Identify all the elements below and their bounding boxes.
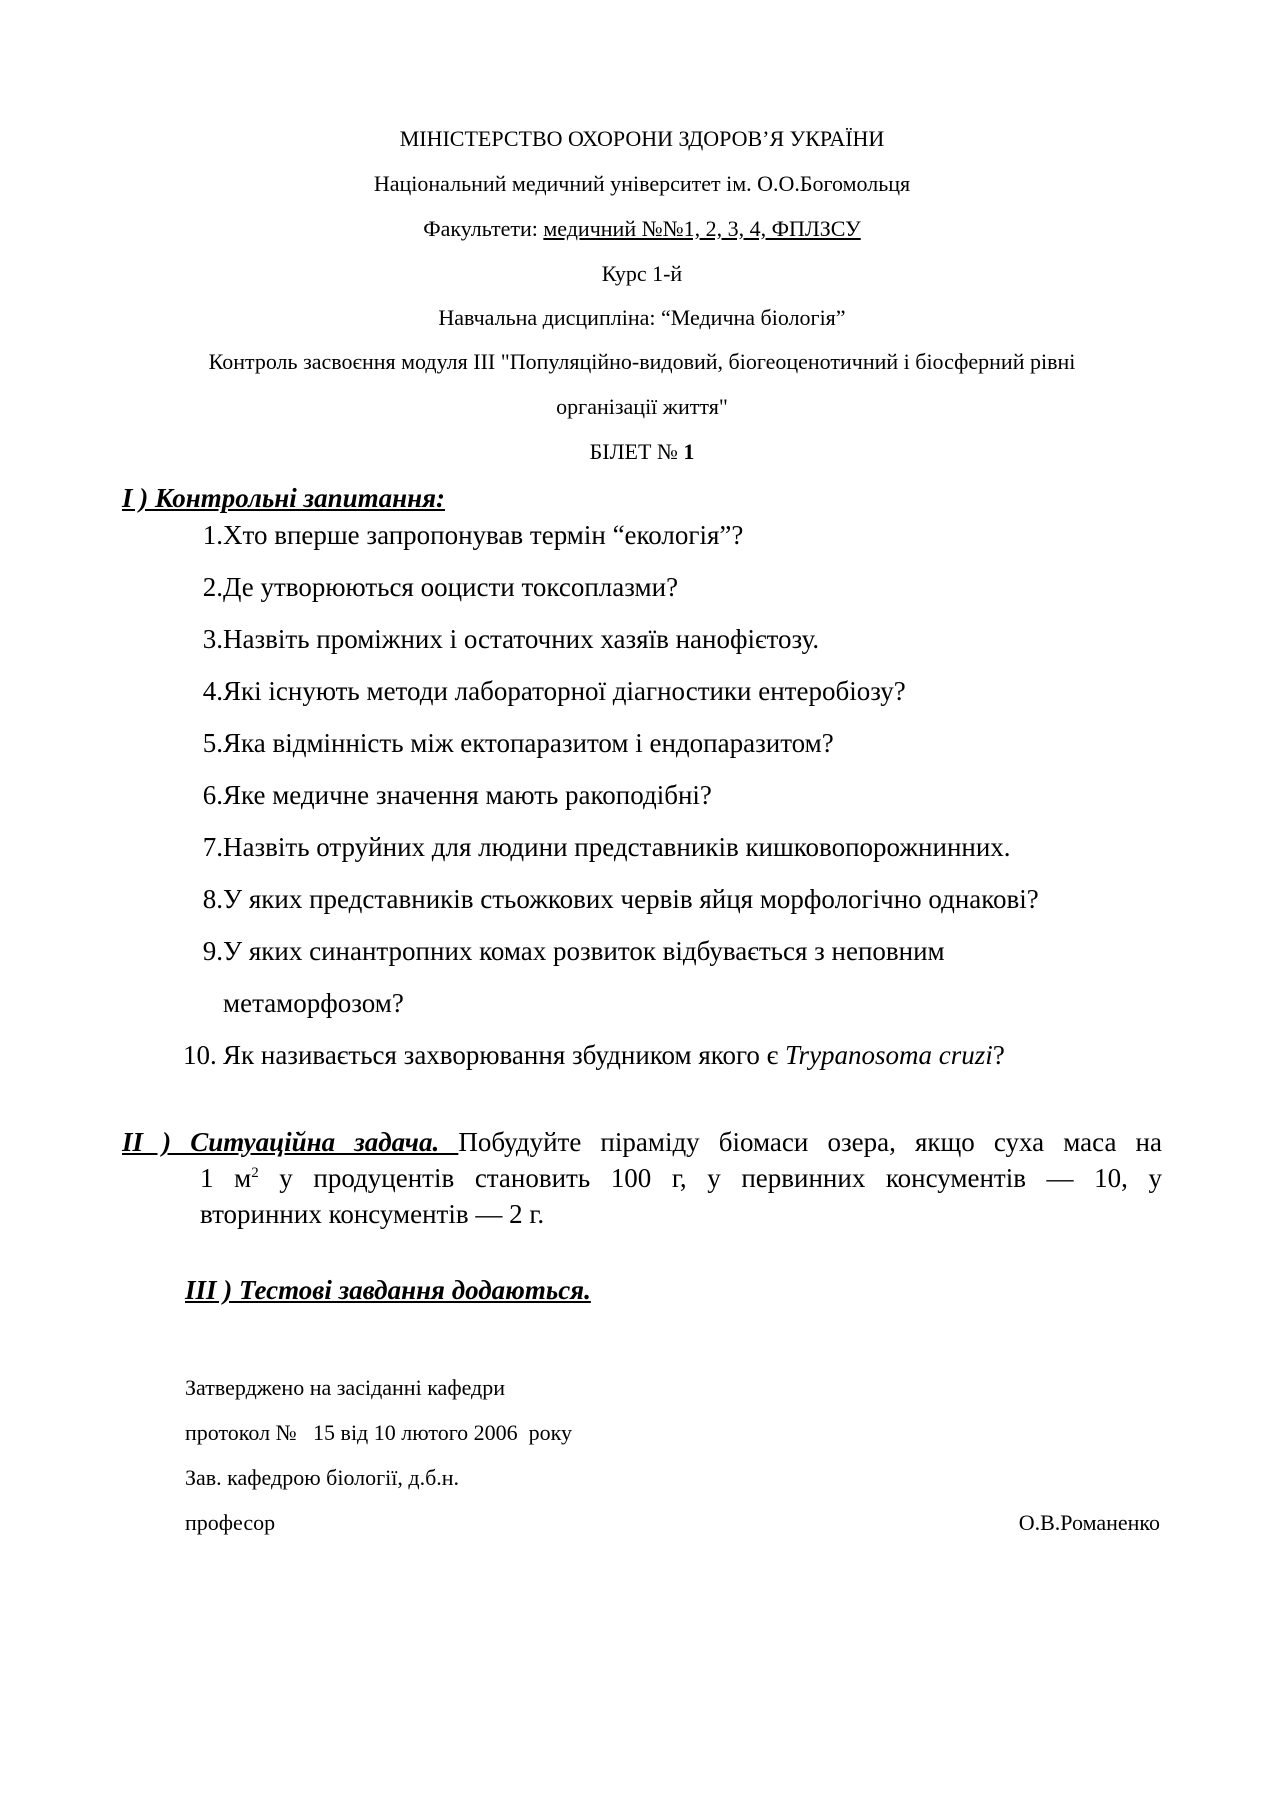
question-number: 10. bbox=[183, 1040, 217, 1070]
protocol-line: протокол № 15 від 10 лютого 2006 року bbox=[185, 1420, 573, 1445]
question-text: Які існують методи лабораторної діагностики ентеробіозу? bbox=[223, 676, 906, 706]
question-text: Назвіть проміжних і остаточних хазяїв нанофієтозу. bbox=[223, 624, 820, 654]
question-number: 7. bbox=[202, 832, 223, 862]
question-text: Назвіть отруйних для людини представників кишковопорожнинних. bbox=[223, 832, 1011, 862]
question-text: Яка відмінність між ектопаразитом і ендопаразитом? bbox=[223, 728, 834, 758]
discipline: Навчальна дисципліна: “Медична біологія” bbox=[438, 305, 846, 330]
section2-text2-pre: 1 м bbox=[200, 1163, 252, 1193]
signature-name: О.В.Романенко bbox=[1018, 1510, 1160, 1535]
question-item bbox=[183, 728, 834, 758]
question-item bbox=[183, 884, 1039, 914]
question-text: У яких представників стьожкових червів яйця морфологічно однакові? bbox=[223, 884, 1039, 914]
question-number: 8. bbox=[202, 884, 223, 914]
course: Курс 1-й bbox=[601, 261, 683, 286]
question-number: 6. bbox=[202, 780, 223, 810]
ticket-label: БІЛЕТ № bbox=[589, 439, 684, 464]
head-of-department: Зав. кафедрою біології, д.б.н. bbox=[185, 1465, 460, 1490]
question-item bbox=[183, 1040, 1005, 1070]
question-number: 1. bbox=[202, 520, 223, 550]
control-module-line1: Контроль засвоєння модуля ІІІ "Популяційно-видовий, біогеоценотичний і біосферний рівні bbox=[208, 349, 1076, 374]
faculties-line bbox=[120, 216, 1164, 242]
question-number: 4. bbox=[202, 676, 223, 706]
professor-title: професор bbox=[185, 1510, 276, 1535]
question-item bbox=[183, 780, 712, 810]
superscript: 2 bbox=[251, 1165, 259, 1181]
question-number: 3. bbox=[202, 624, 223, 654]
question-item bbox=[183, 936, 945, 966]
question-item bbox=[183, 624, 820, 654]
section2-text1: Побудуйте піраміду біомаси озера, якщо суха маса на bbox=[458, 1127, 1162, 1157]
question-text bbox=[223, 1040, 1005, 1070]
question-number: 5. bbox=[202, 728, 223, 758]
section2-title: ІІ ) Ситуаційна задача. bbox=[122, 1127, 459, 1157]
question-text: Де утворюються ооцисти токсоплазми? bbox=[223, 572, 679, 602]
ministry-title: МІНІСТЕРСТВО ОХОРОНИ ЗДОРОВ’Я УКРАЇНИ bbox=[399, 126, 885, 151]
university-name: Національний медичний університет ім. О.О.Богомольця bbox=[373, 171, 911, 196]
ticket-title bbox=[120, 439, 1164, 465]
question-item bbox=[183, 572, 679, 602]
question-text-after: ? bbox=[992, 1040, 1005, 1070]
section3-title: ІІІ ) Тестові завдання додаються. bbox=[185, 1275, 591, 1305]
question-text-before: Як називається захворювання збудником якого є bbox=[223, 1040, 786, 1070]
faculties-value: медичний №№1, 2, 3, 4, ФПЛЗСУ bbox=[543, 216, 861, 241]
faculties-label: Факультети: bbox=[423, 216, 544, 241]
section2-text2-post: у продуцентів становить 100 г, у первинних консументів — 10, у bbox=[258, 1163, 1162, 1193]
section2-line2 bbox=[200, 1163, 1162, 1193]
question-number: 9. bbox=[202, 936, 223, 966]
section2-line1 bbox=[122, 1127, 1162, 1157]
question-text: Яке медичне значення мають ракоподібні? bbox=[223, 780, 712, 810]
question-text-cont: метаморфозом? bbox=[223, 988, 404, 1018]
approved-line: Затверджено на засіданні кафедри bbox=[185, 1375, 506, 1400]
question-item bbox=[183, 832, 1011, 862]
section2-line3: вторинних консументів — 2 г. bbox=[200, 1199, 545, 1229]
control-module-line2: організації життя" bbox=[556, 394, 728, 419]
question-text: Хто вперше запропонував термін “екологія”? bbox=[223, 520, 744, 550]
question-number: 2. bbox=[202, 572, 223, 602]
question-item bbox=[183, 520, 744, 550]
question-item bbox=[183, 676, 906, 706]
question-text: У яких синантропних комах розвиток відбувається з неповним bbox=[223, 936, 945, 966]
section1-title: І ) Контрольні запитання: bbox=[122, 483, 445, 513]
question-continuation bbox=[183, 988, 404, 1018]
species-name: Trypanosoma cruzi bbox=[785, 1040, 993, 1070]
ticket-number: 1 bbox=[683, 439, 695, 464]
